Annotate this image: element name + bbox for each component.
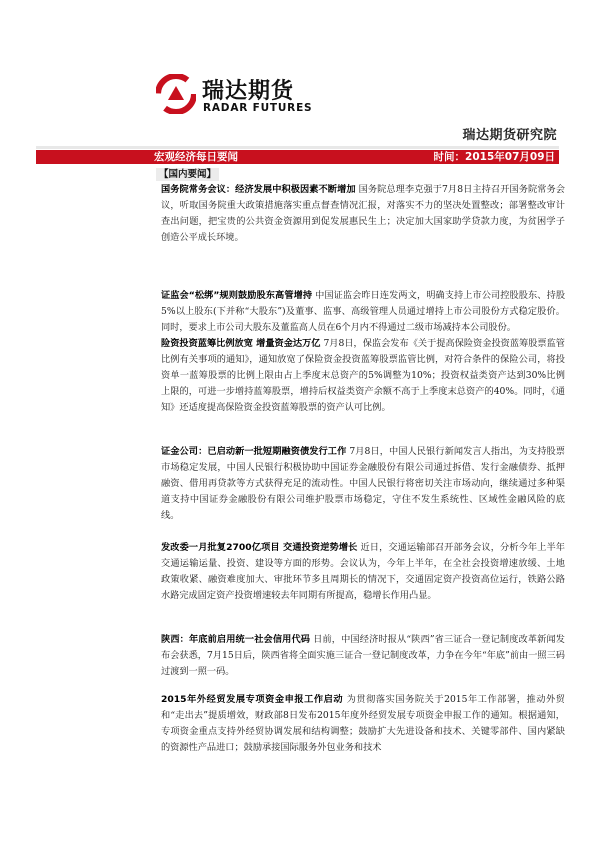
article-body: 7月8日，保监会发布《关于提高保险资金投资蓝筹股票监管比例有关事项的通知》，通知放宽了保险资金投资蓝筹股票监管比例，对符合条件的保险公司，将投资单一蓝筹股票的比例上限由占上季度末总资产的5%调整为10%；投资权益类资产达到30%比例上限的，可进一步增持蓝筹股票，增持后权益类资产余额不高于上季度末总资产的40%。同时，《通知》还适度提高保险资金投资蓝筹股票的资产认可比例。 — [161, 338, 565, 413]
article-title: 国务院常务会议：经济发展中积极因素不断增加 — [161, 184, 356, 195]
article-title: 证金公司：已启动新一批短期融资债发行工作 — [161, 446, 347, 457]
article-body: 国务院总理李克强于7月8日主持召开国务院常务会议，听取国务院重大政策措施落实重点督查情况汇报，对落实不力的坚决处置整改；部署整改审计查出问题，把宝贵的公共资金资源用到促发展惠民生上；决定加大国家助学贷款力度，为贫困学子创造公平成长环境。 — [161, 184, 565, 243]
article-title: 险资投资蓝筹比例放宽 增量资金达万亿 — [161, 338, 321, 349]
article-body: 7月8日，中国人民银行新闻发言人指出，为支持股票市场稳定发展，中国人民银行积极协助中国证券金融股份有限公司通过拆借、发行金融债券、抵押融资、借用再贷款等方式获得充足的流动性。中国人民银行将密切关注市场动向，继续通过多种渠道支持中国证券金融股份有限公司维护股票市场稳定，守住不发生系统性、区域性金融风险的底线。 — [161, 446, 565, 521]
article-title: 陕西：年底前启用统一社会信用代码 — [161, 634, 311, 645]
article-title: 发改委一月批复2700亿项目 交通投资逆势增长 — [161, 542, 358, 553]
report-title: 宏观经济每日要闻 — [154, 151, 238, 163]
section-label: 【国内要闻】 — [156, 168, 219, 181]
article-body: 日前，中国经济时报从“陕西”省三证合一登记制度改革新闻发布会获悉，7月15日后，陕西省将全面实施三证合一登记制度改革，力争在今年“年底”前由一照三码过渡到一照一码。 — [161, 634, 565, 677]
article-body: 近日，交通运输部召开部务会议，分析今年上半年交通运输运量、投资、建设等方面的形势。会议认为，今年上半年，在全社会投资增速放缓、土地政策收紧、融资难度加大、审批环节多且周期长的情况下，交通固定资产投资高位运行，铁路公路水路完成固定资产投资增速较去年同期有所提高，稳增长作用凸显。 — [161, 542, 565, 601]
news-article-1 — [161, 182, 565, 246]
article-title: 2015年外经贸发展专项资金申报工作启动 — [161, 694, 344, 705]
article-title: 证监会“松绑”规则鼓励股东高管增持 — [161, 290, 313, 301]
article-body: 中国证监会昨日连发两文，明确支持上市公司控股股东、持股5%以上股东(下并称“大股东”)及董事、监事、高级管理人员通过增持上市公司股份方式稳定股价。同时，要求上市公司大股东及董监高人员在6个月内不得通过二级市场减持本公司股份。 — [161, 290, 566, 333]
news-article-5 — [161, 540, 565, 604]
brand-name-cn: 瑞达期货 — [202, 79, 295, 104]
report-date: 时间：2015年07月09日 — [433, 151, 555, 163]
article-body: 为贯彻落实国务院关于2015年工作部署，推动外贸和“走出去”提质增效，财政部8日发布2015年度外经贸发展专项资金申报工作的通知。根据通知，专项资金重点支持外经贸协调发展和结构调整；鼓励扩大先进设备和技术、关键零部件、国内紧缺的资源性产品进口；鼓励承接国际服务外包业务和技术 — [161, 694, 565, 753]
news-article-6 — [161, 632, 565, 680]
institute-name: 瑞达期货研究院 — [462, 128, 557, 143]
report-header-bar — [36, 150, 559, 164]
news-article-4 — [161, 444, 565, 524]
brand-logo — [156, 72, 356, 120]
brand-name-en: RADAR FUTURES — [203, 102, 313, 114]
news-article-7 — [161, 692, 565, 756]
radar-logo-icon — [156, 74, 196, 114]
news-article-2 — [161, 288, 565, 336]
news-article-3 — [161, 336, 565, 416]
header-band — [36, 146, 559, 149]
